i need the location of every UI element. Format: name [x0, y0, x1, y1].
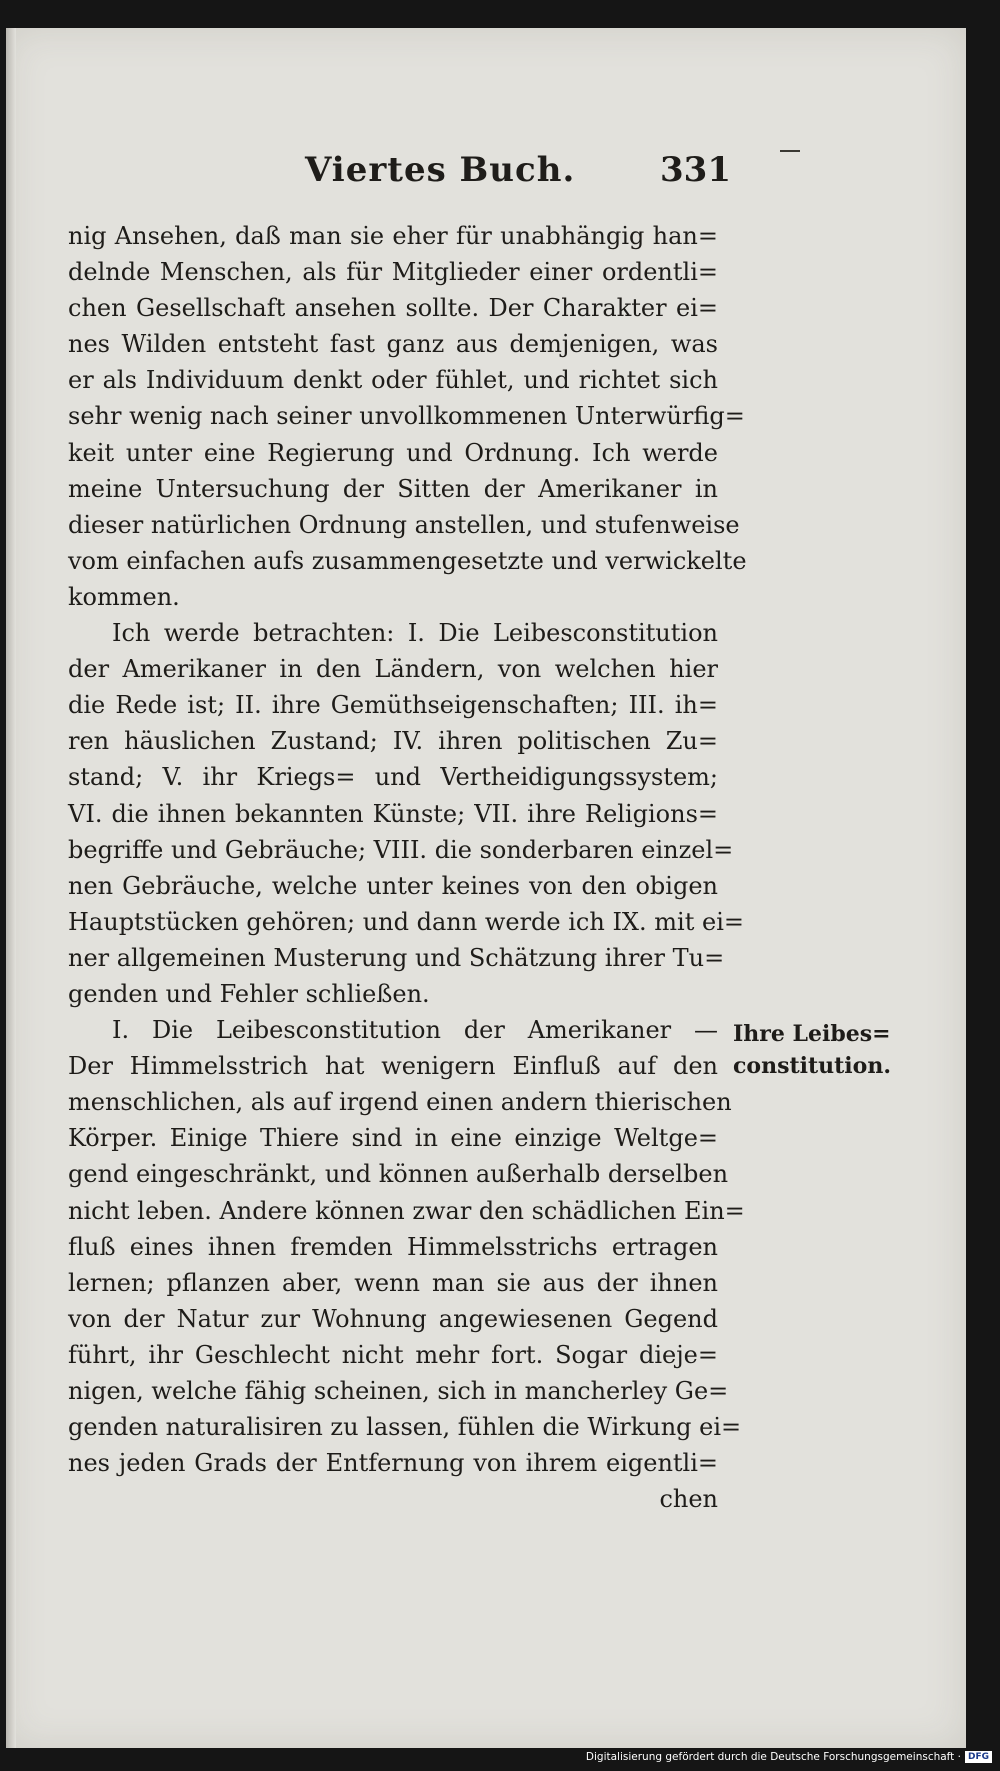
- text-line: lernen; pflanzen aber, wenn man sie aus der ihnen: [68, 1268, 718, 1297]
- text-line: die Rede ist; II. ihre Gemüthseigenschaften; III. ih=: [68, 691, 718, 720]
- text-line: genden und Fehler schließen.: [68, 979, 430, 1008]
- text-line: ner allgemeinen Musterung und Schätzung ihrer Tu=: [68, 943, 725, 972]
- text-line: nig Ansehen, daß man sie eher für unabhängig han=: [68, 222, 718, 250]
- digitization-footer: [586, 1751, 992, 1767]
- text-line: stand; V. ihr Kriegs= und Vertheidigungssystem;: [68, 763, 718, 792]
- text-line: nes Wilden entsteht fast ganz aus demjenigen, was: [68, 330, 718, 359]
- margin-note: [733, 1018, 891, 1082]
- text-line: nicht leben. Andere können zwar den schädlichen Ein=: [68, 1196, 745, 1225]
- text-line: er als Individuum denkt oder fühlet, und richtet sich: [68, 366, 718, 395]
- margin-note-line: Ihre Leibes=: [733, 1021, 891, 1047]
- page-number: 331: [660, 150, 731, 190]
- text-line: kommen.: [68, 582, 180, 611]
- text-line: vom einfachen aufs zusammengesetzte und verwickelte: [68, 546, 747, 575]
- text-line: delnde Menschen, als für Mitglieder einer ordentli=: [68, 258, 718, 287]
- dfg-logo: DFG: [965, 1751, 992, 1763]
- running-head: [0, 150, 1000, 190]
- catchword: chen: [659, 1485, 718, 1514]
- body-text: [68, 218, 747, 1517]
- text-line: nen Gebräuche, welche unter keines von den obigen: [68, 871, 718, 900]
- text-line: menschlichen, als auf irgend einen andern thierischen: [68, 1088, 732, 1117]
- text-line: meine Untersuchung der Sitten der Amerikaner in: [68, 474, 718, 503]
- text-line: chen Gesellschaft ansehen sollte. Der Charakter ei=: [68, 294, 718, 323]
- text-line: I. Die Leibesconstitution der Amerikaner —: [112, 1016, 718, 1045]
- text-line: genden naturalisiren zu lassen, fühlen die Wirkung ei=: [68, 1413, 742, 1442]
- margin-note-line: constitution.: [733, 1053, 891, 1079]
- text-line: gend eingeschränkt, und können außerhalb derselben: [68, 1160, 729, 1189]
- text-line: VI. die ihnen bekannten Künste; VII. ihre Religions=: [68, 799, 718, 828]
- page-gutter-edge: [6, 28, 16, 1748]
- text-line: führt, ihr Geschlecht nicht mehr fort. Sogar dieje=: [68, 1340, 718, 1369]
- text-line: von der Natur zur Wohnung angewiesenen Gegend: [68, 1304, 718, 1333]
- text-line: ren häuslichen Zustand; IV. ihren politischen Zu=: [68, 727, 718, 756]
- text-line: dieser natürlichen Ordnung anstellen, und stufenweise: [68, 510, 740, 539]
- text-line: Der Himmelsstrich hat wenigern Einfluß auf den: [68, 1052, 718, 1081]
- text-line: fluß eines ihnen fremden Himmelsstrichs ertragen: [68, 1232, 718, 1261]
- text-line: der Amerikaner in den Ländern, von welchen hier: [68, 655, 718, 684]
- text-line: Körper. Einige Thiere sind in eine einzige Weltge=: [68, 1124, 718, 1153]
- header-rule: [780, 150, 800, 152]
- text-line: sehr wenig nach seiner unvollkommenen Unterwürfig=: [68, 402, 745, 431]
- running-head-title: Viertes Buch.: [305, 150, 576, 190]
- text-line: begriffe und Gebräuche; VIII. die sonderbaren einzel=: [68, 835, 734, 864]
- text-line: Hauptstücken gehören; und dann werde ich IX. mit ei=: [68, 907, 744, 936]
- text-line: Ich werde betrachten: I. Die Leibesconstitution: [112, 619, 718, 648]
- text-line: keit unter eine Regierung und Ordnung. Ich werde: [68, 438, 718, 467]
- text-line: nes jeden Grads der Entfernung von ihrem eigentli=: [68, 1449, 718, 1478]
- footer-text: Digitalisierung gefördert durch die Deutsche Forschungsgemeinschaft ·: [585, 1751, 961, 1763]
- text-line: nigen, welche fähig scheinen, sich in mancherley Ge=: [68, 1377, 729, 1405]
